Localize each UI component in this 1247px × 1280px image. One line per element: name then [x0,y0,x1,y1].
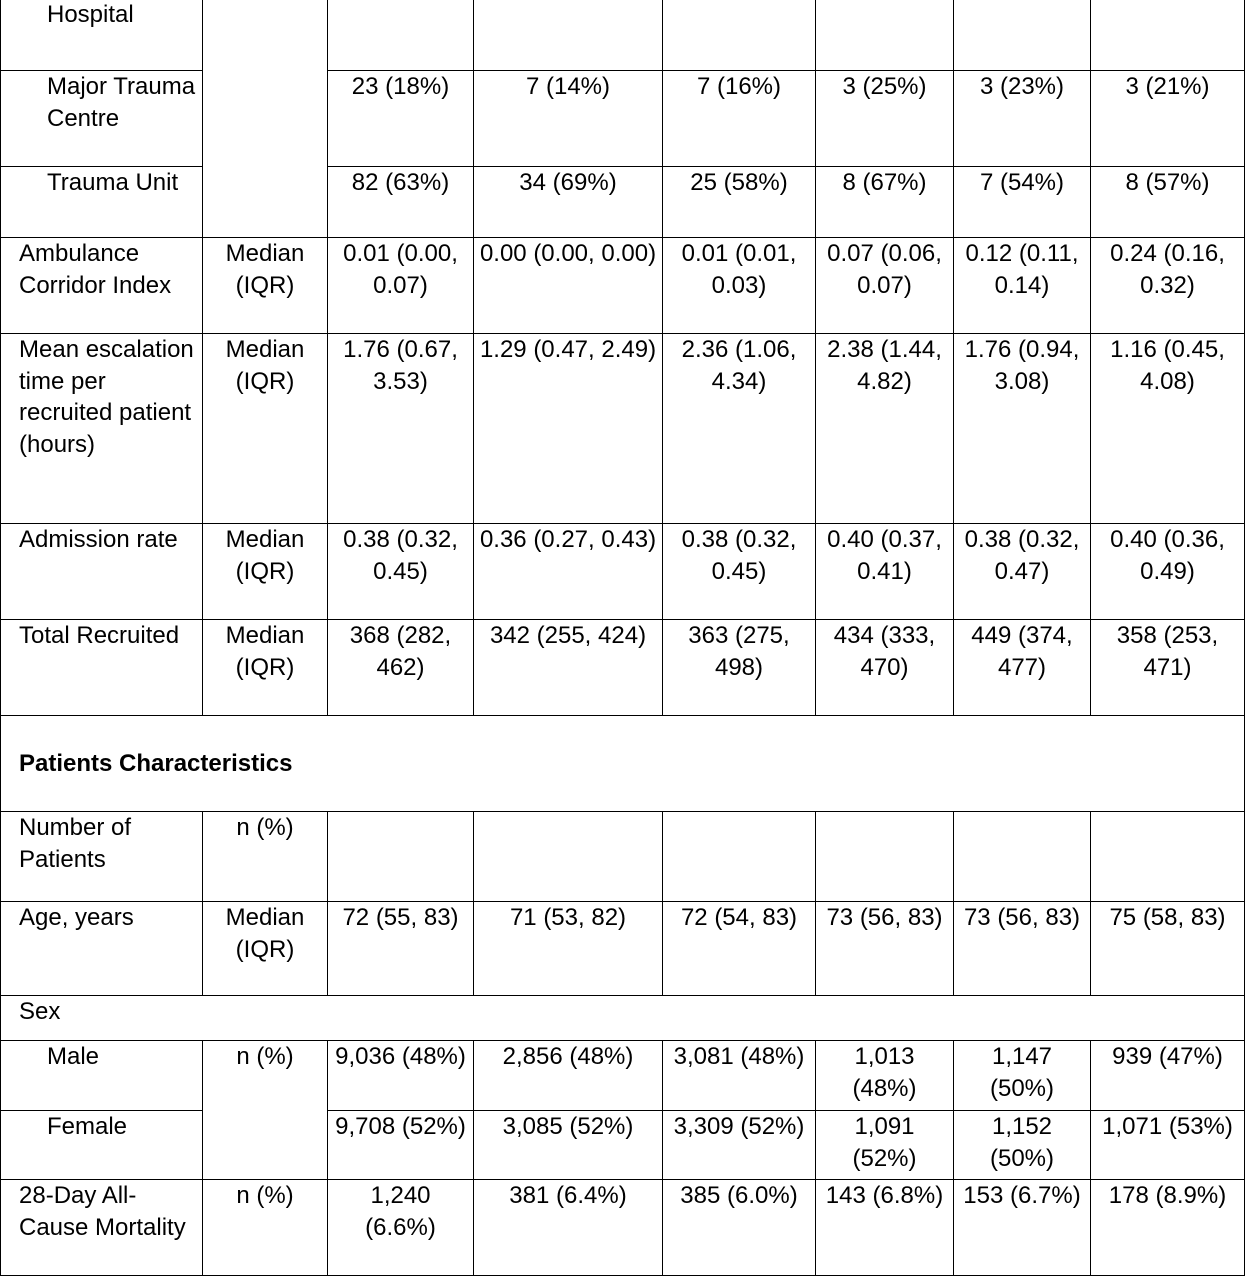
value-cell: 1,013 (48%) [816,1041,954,1111]
stat-cell: Median (IQR) [203,334,328,524]
value-cell: 939 (47%) [1091,1041,1245,1111]
value-cell: 9,036 (48%) [328,1041,474,1111]
table-row [1,71,1245,167]
value-cell: 143 (6.8%) [816,1180,954,1276]
stat-cell: n (%) [203,812,328,902]
row-label: Total Recruited [1,620,203,716]
table-row [1,620,1245,716]
value-cell: 2,856 (48%) [474,1041,663,1111]
value-cell: 385 (6.0%) [663,1180,816,1276]
row-label: Age, years [1,902,203,996]
row-label: Male [1,1041,203,1111]
value-cell: 0.38 (0.32, 0.45) [328,524,474,620]
value-cell: 1.16 (0.45, 4.08) [1091,334,1245,524]
value-cell: 1,147 (50%) [954,1041,1091,1111]
value-cell: 363 (275, 498) [663,620,816,716]
value-cell: 73 (56, 83) [954,902,1091,996]
value-cell: 1,240 (6.6%) [328,1180,474,1276]
value-cell: 25 (58%) [663,167,816,238]
value-cell: 1.76 (0.67, 3.53) [328,334,474,524]
value-cell: 1,071 (53%) [1091,1111,1245,1180]
value-cell: 3,081 (48%) [663,1041,816,1111]
value-cell: 34 (69%) [474,167,663,238]
value-cell: 72 (54, 83) [663,902,816,996]
value-cell: 73 (56, 83) [816,902,954,996]
row-label: Major Trauma Centre [1,71,203,167]
value-cell: 0.00 (0.00, 0.00) [474,238,663,334]
row-label: Mean escalation time per recruited patient (hours) [1,334,203,524]
table-row [1,167,1245,238]
table-row [1,524,1245,620]
section-row [1,716,1245,812]
value-cell: 0.38 (0.32, 0.47) [954,524,1091,620]
value-cell: 0.01 (0.00, 0.07) [328,238,474,334]
value-cell: 0.24 (0.16, 0.32) [1091,238,1245,334]
stat-cell: Median (IQR) [203,902,328,996]
value-cell: 3 (23%) [954,71,1091,167]
value-cell: 7 (16%) [663,71,816,167]
value-cell: 82 (63%) [328,167,474,238]
stat-cell: Median (IQR) [203,620,328,716]
value-cell: 1.29 (0.47, 2.49) [474,334,663,524]
table-row [1,238,1245,334]
table-row [1,902,1245,996]
row-label: Sex [1,996,1245,1041]
value-cell: 178 (8.9%) [1091,1180,1245,1276]
value-cell: 7 (14%) [474,71,663,167]
row-label: Admission rate [1,524,203,620]
table-row [1,1111,1245,1180]
value-cell: 381 (6.4%) [474,1180,663,1276]
value-cell: 71 (53, 82) [474,902,663,996]
table-row [1,812,1245,902]
value-cell: 0.40 (0.37, 0.41) [816,524,954,620]
value-cell: 3 (21%) [1091,71,1245,167]
stat-cell: Median (IQR) [203,238,328,334]
table-row [1,1180,1245,1276]
stat-cell: n (%) [203,1041,328,1180]
value-cell: 0.36 (0.27, 0.43) [474,524,663,620]
value-cell: 75 (58, 83) [1091,902,1245,996]
value-cell: 0.01 (0.01, 0.03) [663,238,816,334]
stat-cell: Median (IQR) [203,524,328,620]
value-cell: 1,152 (50%) [954,1111,1091,1180]
value-cell: 8 (67%) [816,167,954,238]
table-row [1,996,1245,1041]
value-cell: 1.76 (0.94, 3.08) [954,334,1091,524]
value-cell: 449 (374, 477) [954,620,1091,716]
stat-cell: n (%) [203,1180,328,1276]
value-cell: 3 (25%) [816,71,954,167]
value-cell: 2.36 (1.06, 4.34) [663,334,816,524]
value-cell: 0.38 (0.32, 0.45) [663,524,816,620]
value-cell: 153 (6.7%) [954,1180,1091,1276]
value-cell: 9,708 (52%) [328,1111,474,1180]
value-cell: 3,085 (52%) [474,1111,663,1180]
section-heading: Patients Characteristics [1,716,1245,812]
row-label: 28-Day All-Cause Mortality [1,1180,203,1276]
value-cell: 2.38 (1.44, 4.82) [816,334,954,524]
row-label: Number of Patients [1,812,203,902]
value-cell: 358 (253, 471) [1091,620,1245,716]
value-cell: 8 (57%) [1091,167,1245,238]
table-row [1,0,1245,71]
value-cell: 72 (55, 83) [328,902,474,996]
value-cell: 1,091 (52%) [816,1111,954,1180]
stat-cell [203,0,328,238]
row-label: Hospital [1,0,203,71]
value-cell: 3,309 (52%) [663,1111,816,1180]
value-cell: 0.40 (0.36, 0.49) [1091,524,1245,620]
row-label: Female [1,1111,203,1180]
row-label: Trauma Unit [1,167,203,238]
table-row [1,334,1245,524]
value-cell: 434 (333, 470) [816,620,954,716]
value-cell: 368 (282, 462) [328,620,474,716]
table-row [1,1041,1245,1111]
value-cell: 23 (18%) [328,71,474,167]
value-cell: 7 (54%) [954,167,1091,238]
value-cell: 342 (255, 424) [474,620,663,716]
value-cell: 0.12 (0.11, 0.14) [954,238,1091,334]
row-label: Ambulance Corridor Index [1,238,203,334]
value-cell: 0.07 (0.06, 0.07) [816,238,954,334]
